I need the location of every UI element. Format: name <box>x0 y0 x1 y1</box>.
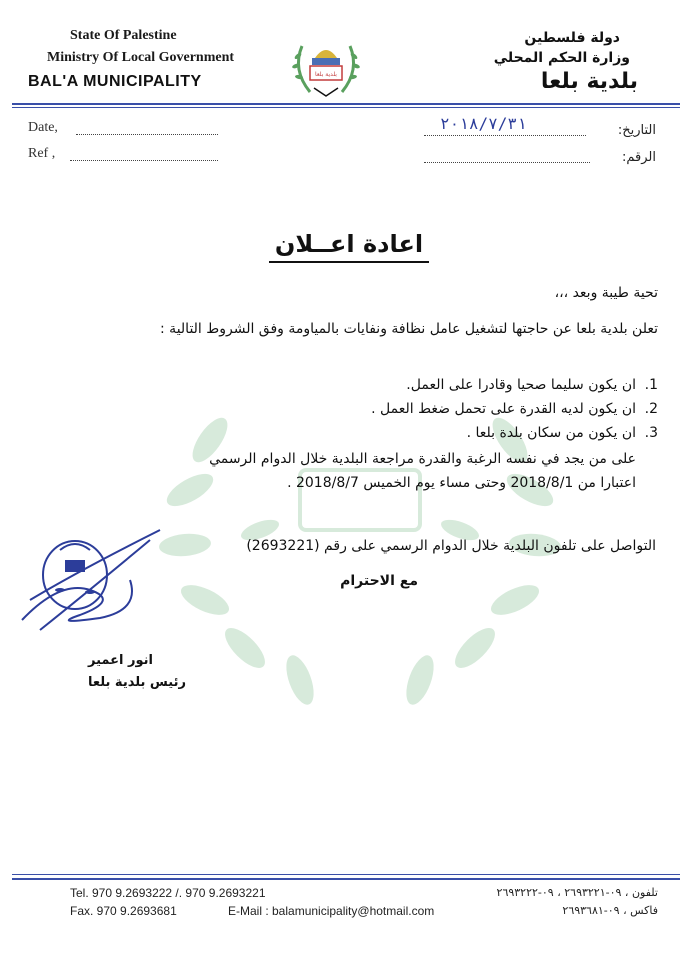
greeting: تحية طيبة وبعد ،،، <box>554 285 658 301</box>
closing: مع الاحترام <box>340 573 418 589</box>
ar-ministry-name: وزارة الحكم المحلي <box>493 50 630 66</box>
condition-number: 3. <box>644 425 658 441</box>
condition-number: 2. <box>644 401 658 417</box>
signer-name: انور اعمير <box>88 653 153 668</box>
date-dotted-line <box>76 134 218 135</box>
ref-dotted-line <box>70 160 218 161</box>
intro-paragraph: تعلن بلدية بلعا عن حاجتها لتشغيل عامل نظافة ونفايات بالمياومة وفق الشروط التالية : <box>160 321 658 337</box>
footer-rule <box>12 878 680 880</box>
contact-line: التواصل على تلفون البلدية خلال الدوام الرسمي على رقم (2693221) <box>246 538 656 554</box>
ar-date-label: التاريخ: <box>617 123 656 138</box>
ar-date-dotted-line <box>424 135 586 136</box>
en-municipality-name: BAL'A MUNICIPALITY <box>28 73 202 90</box>
footer-ar-tel: تلفون ، ٠٩-٢٦٩٣٢٢١ ، ٠٩-٢٦٩٣٢٢٢ <box>496 886 658 899</box>
header-rule-thin <box>12 107 680 108</box>
handwritten-date: ٢٠١٨/٧/٣١ <box>440 114 527 133</box>
condition-number: 1. <box>644 377 658 393</box>
condition-text: ان يكون لديه القدرة على تحمل ضغط العمل . <box>371 401 636 417</box>
ar-ref-label: الرقم: <box>622 150 656 165</box>
footer-fax: Fax. 970 9.2693681 <box>70 904 177 918</box>
ar-ref-dotted-line <box>424 162 590 163</box>
footer-tel: Tel. 970 9.2693222 /. 970 9.2693221 <box>70 886 266 900</box>
footer-rule-thin <box>12 874 680 875</box>
list-item <box>198 398 658 422</box>
ar-municipality-name: بلدية بلعا <box>540 69 638 94</box>
date-label: Date, <box>28 120 58 135</box>
en-ministry-name: Ministry Of Local Government <box>47 50 235 65</box>
apply-line-2: اعتبارا من 2018/8/1 وحتى مساء يوم الخميس 2018/8/7 . <box>287 475 636 491</box>
ref-label: Ref , <box>28 146 56 161</box>
condition-text: ان يكون من سكان بلدة بلعا . <box>466 425 636 441</box>
stamp-signature-icon <box>20 520 170 640</box>
footer-ar-fax: فاكس ، ٠٩-٢٦٩٣٦٨١ <box>562 904 658 917</box>
announcement-title-text: اعادة اعــلان <box>269 230 429 263</box>
ar-state-name: دولة فلسطين <box>524 30 620 46</box>
apply-line-1: على من يجد في نفسه الرغبة والقدرة مراجعة البلدية خلال الدوام الرسمي <box>209 451 636 467</box>
logo-text: بلدية بلعا <box>315 71 337 78</box>
announcement-title <box>0 230 698 258</box>
list-item <box>198 374 658 398</box>
en-state-name: State Of Palestine <box>70 28 177 43</box>
header-rule <box>12 103 680 105</box>
list-item <box>198 422 658 446</box>
footer-email: E-Mail : balamunicipality@hotmail.com <box>228 904 435 918</box>
signer-title: رئيس بلدية بلعا <box>88 675 186 690</box>
municipality-logo-icon <box>288 36 364 102</box>
conditions-list <box>198 374 658 446</box>
condition-text: ان يكون سليما صحيا وقادرا على العمل. <box>406 377 636 393</box>
